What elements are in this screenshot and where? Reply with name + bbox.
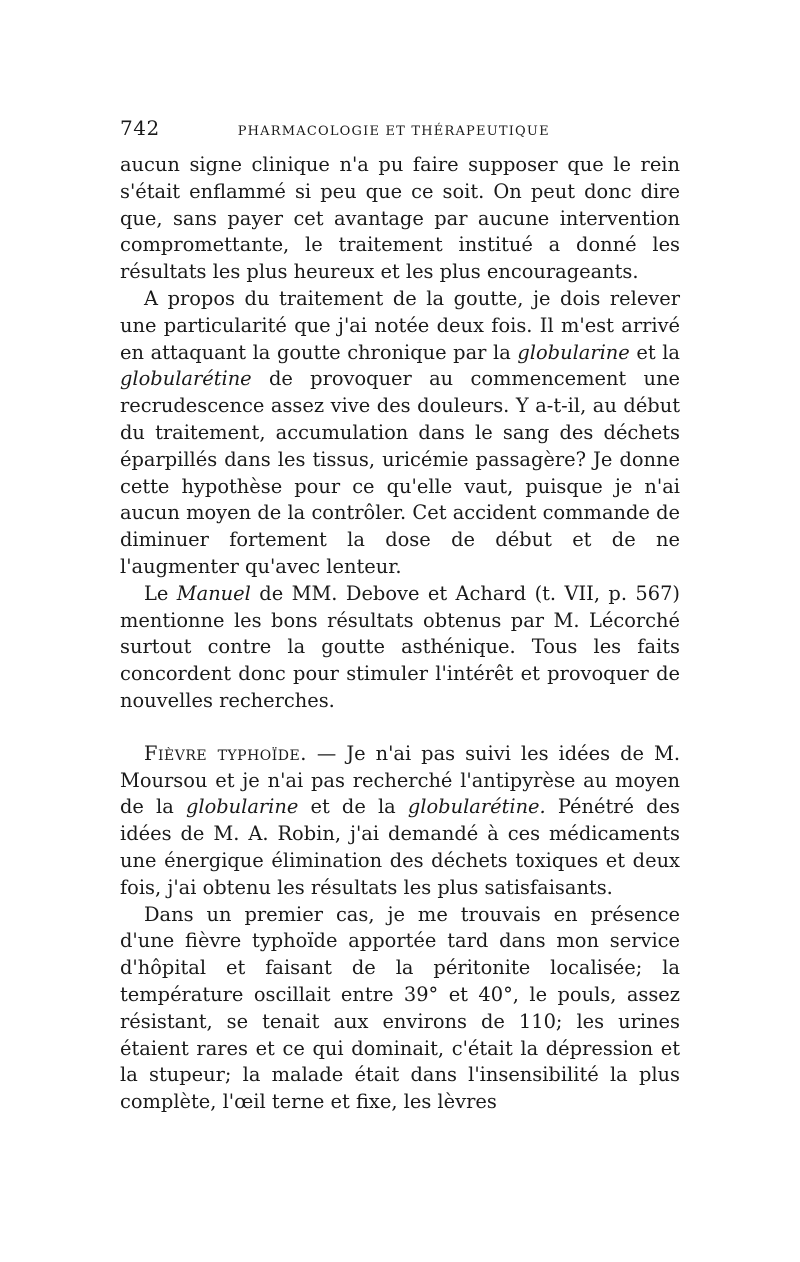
page-header (120, 116, 680, 140)
paragraph-4 (120, 741, 680, 902)
paragraph-text: Dans un premier cas, je me trouvais en présence d'une fièvre typhoïde apportée tard dans mon service d'hôpital et faisant de la péritonite localisée; la température oscillait entre 39° et 40°, le pouls, assez résistant, se tenait aux environs de 110; les urines étaient rares et ce qui dominait, c'était la dépression et la stupeur; la malade était dans l'insensibilité la plus complète, l'œil terne et fixe, les lèvres (120, 902, 680, 1114)
paragraph-text: et de la (298, 795, 408, 819)
italic-title: Manuel (176, 581, 251, 605)
running-head: PHARMACOLOGIE ET THÉRAPEUTIQUE (237, 124, 550, 139)
section-heading: Fièvre typhoïde. (144, 741, 307, 765)
paragraph-text: A propos du traitement de la goutte, je dois relever une particularité que j'ai notée deux fois. Il m'est arrivé en attaquant la goutte chronique par la (120, 286, 680, 364)
paragraph-5 (120, 902, 680, 1116)
italic-term: globularine (185, 795, 299, 819)
italic-term: globularétine. (407, 795, 546, 819)
paragraph-2 (120, 286, 680, 581)
paragraph-text: de MM. Debove et Achard (t. VII, p. 567) mentionne les bons résultats obtenus par M. Lécorché surtout contre la goutte asthénique. Tous les faits concordent donc pour stimuler l'intérêt et provoquer de nouvelles recherches. (120, 581, 681, 712)
italic-term: globularétine (120, 367, 252, 391)
paragraph-text: aucun signe clinique n'a pu faire supposer que le rein s'était enflammé si peu que ce soit. On peut donc dire que, sans payer cet avantage par aucune intervention compromettante, le traitement institué a donné les résultats les plus heureux et les plus encourageants. (120, 153, 680, 284)
paragraph-text: de provoquer au commencement une recrudescence assez vive des douleurs. Y a-t-il, au début du traitement, accumulation dans le sang des déchets éparpillés dans les tissus, uricémie passagère? Je donne cette hypothèse pour ce qu'elle vaut, puisque je n'ai aucun moyen de la contrôler. Cet accident commande de diminuer fortement la dose de début et de ne l'augmenter qu'avec lenteur. (120, 367, 680, 578)
paragraph-1 (120, 152, 680, 286)
paragraph-3 (120, 581, 680, 715)
italic-term: globularine (517, 340, 630, 364)
paragraph-text: Le (144, 581, 177, 605)
body-text (120, 152, 680, 1116)
paragraph-text: Pénétré des idées de M. A. Robin, j'ai demandé à ces médicaments une énergique élimination des déchets toxiques et deux fois, j'ai obtenu les résultats les plus satisfaisants. (120, 795, 680, 899)
paragraph-text: — Je n'ai pas suivi les idées de M. Moursou et je n'ai pas recherché l'antipyrèse au moyen de la (120, 741, 680, 819)
page-number: 742 (120, 116, 160, 140)
paragraph-text: et la (629, 340, 680, 364)
